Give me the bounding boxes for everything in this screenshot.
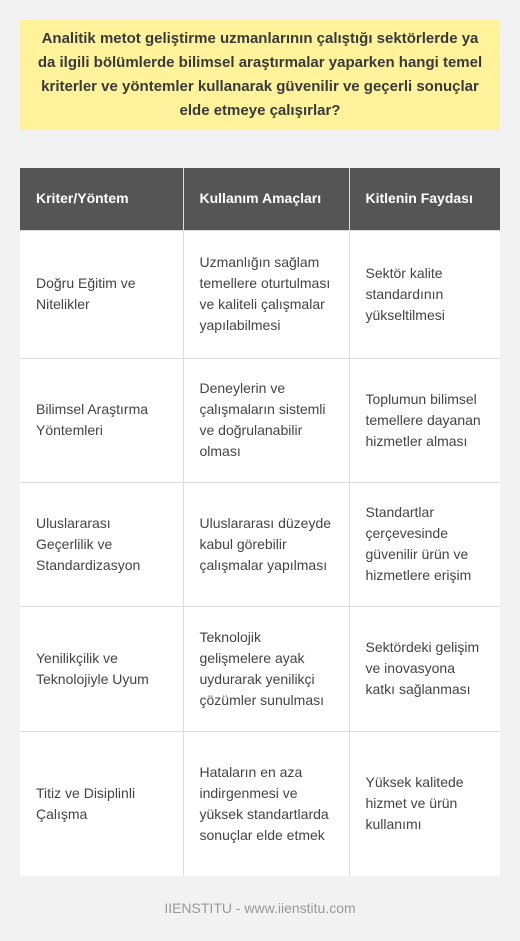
table-header-row [20, 168, 500, 230]
cell-criterion: Doğru Eğitim ve Nitelikler [20, 230, 183, 358]
table-row [20, 482, 500, 606]
cell-purpose: Hataların en aza indirgenmesi ve yüksek standartlarda sonuçlar elde etmek [183, 731, 349, 876]
question-title: Analitik metot geliştirme uzmanlarının çalıştığı sektörlerde ya da ilgili bölümlerde bilimsel araştırmalar yaparken hangi temel kriterler ve yöntemler kullanarak güvenilir ve geçerli sonuçlar elde etmeye çalışırlar? [37, 30, 483, 119]
table-row [20, 230, 500, 358]
question-box [20, 20, 500, 130]
table-row [20, 358, 500, 482]
cell-purpose: Uzmanlığın sağlam temellere oturtulması ve kaliteli çalışmalar yapılabilmesi [183, 230, 349, 358]
cell-benefit: Standartlar çerçevesinde güvenilir ürün ve hizmetlere erişim [349, 482, 500, 606]
header-criterion: Kriter/Yöntem [20, 168, 183, 230]
cell-benefit: Sektördeki gelişim ve inovasyona katkı sağlanması [349, 606, 500, 731]
cell-benefit: Toplumun bilimsel temellere dayanan hizmetler alması [349, 358, 500, 482]
cell-purpose: Deneylerin ve çalışmaların sistemli ve doğrulanabilir olması [183, 358, 349, 482]
cell-criterion: Bilimsel Araştırma Yöntemleri [20, 358, 183, 482]
header-purpose: Kullanım Amaçları [183, 168, 349, 230]
footer-credit: IIENSTITU - www.iienstitu.com [164, 900, 356, 916]
cell-benefit: Yüksek kalitede hizmet ve ürün kullanımı [349, 731, 500, 876]
criteria-table [20, 168, 500, 876]
cell-criterion: Titiz ve Disiplinli Çalışma [20, 731, 183, 876]
cell-criterion: Uluslararası Geçerlilik ve Standardizasyon [20, 482, 183, 606]
cell-purpose: Teknolojik gelişmelere ayak uydurarak yenilikçi çözümler sunulması [183, 606, 349, 731]
header-benefit: Kitlenin Faydası [349, 168, 500, 230]
cell-purpose: Uluslararası düzeyde kabul görebilir çalışmalar yapılması [183, 482, 349, 606]
cell-benefit: Sektör kalite standardının yükseltilmesi [349, 230, 500, 358]
table-row [20, 606, 500, 731]
cell-criterion: Yenilikçilik ve Teknolojiyle Uyum [20, 606, 183, 731]
table-row [20, 731, 500, 876]
